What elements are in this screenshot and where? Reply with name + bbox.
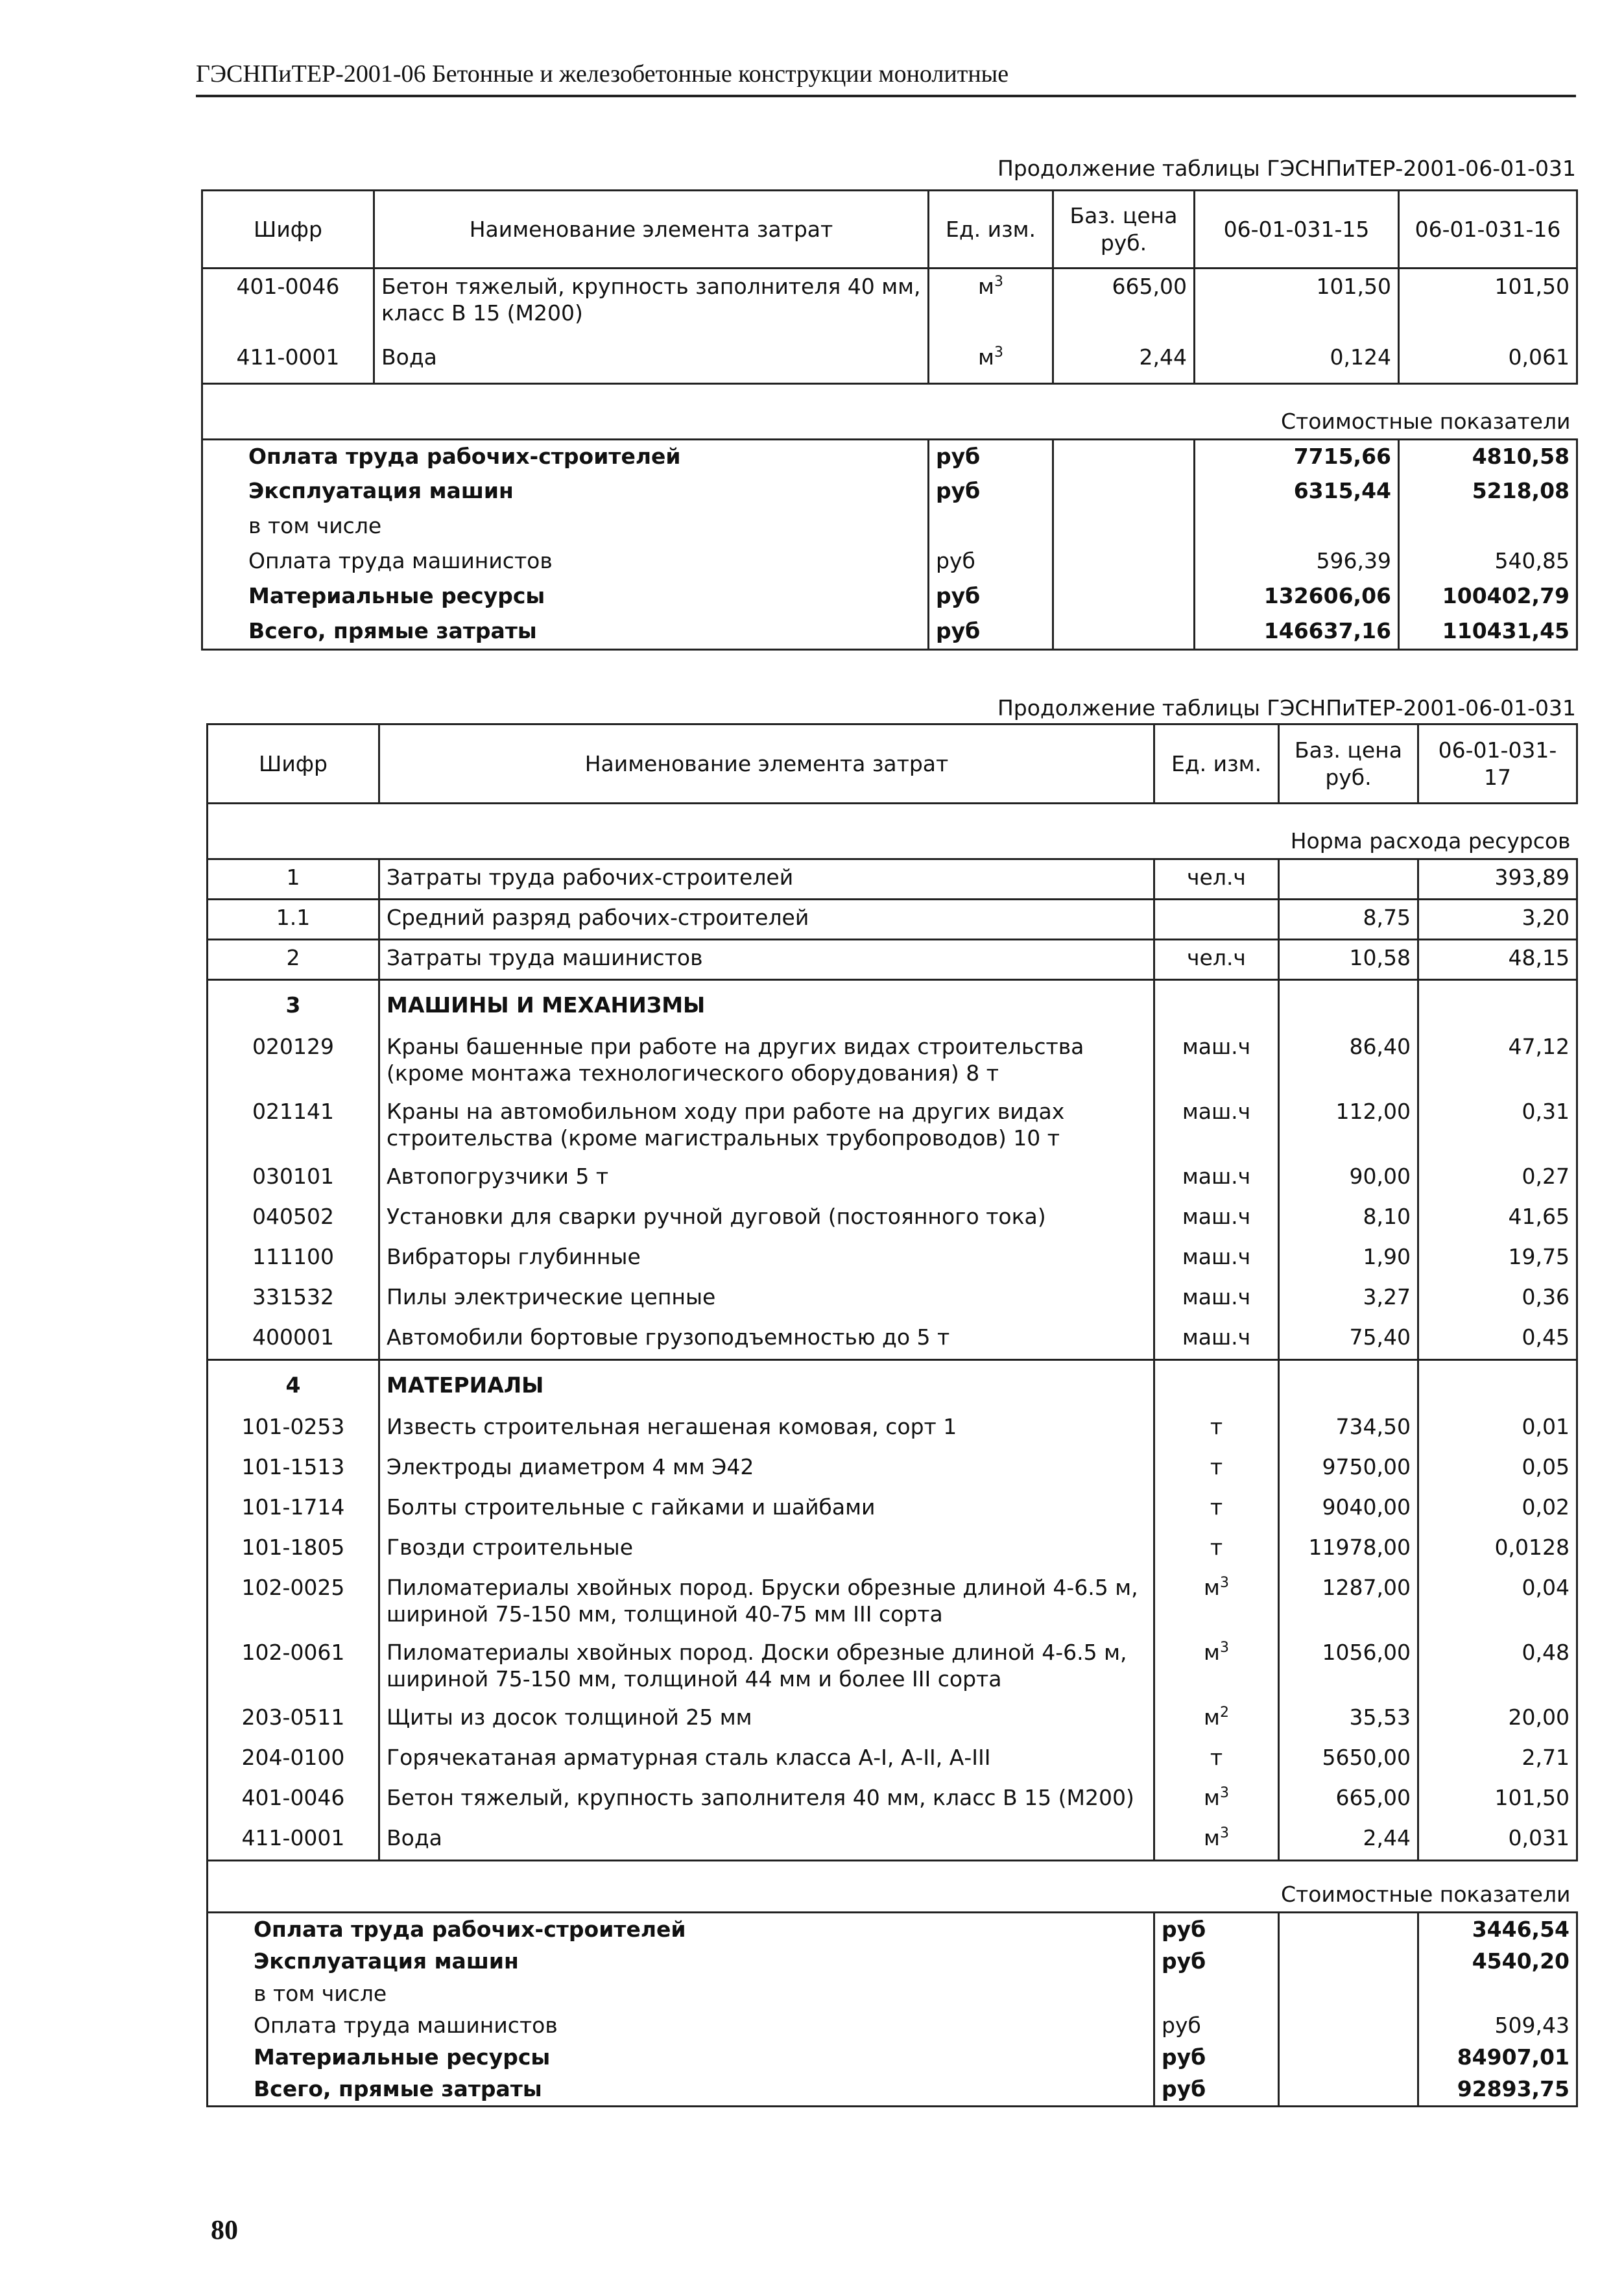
cost-unit: руб [1154,2009,1279,2041]
table1-caption: Продолжение таблицы ГЭСНПиТЕР-2001-06-01-031 [997,156,1576,181]
row-unit: маш.ч [1154,1029,1279,1094]
cost-row [208,1913,1577,1946]
row-value-16: 0,061 [1399,340,1577,384]
row-unit [1154,1780,1279,1821]
row-code: 401-0046 [202,269,374,340]
col-price: Баз. цена руб. [1279,724,1418,804]
cost-label: в том числе [208,1978,1154,2009]
cost-title-row [202,384,1577,440]
row-price: 10,58 [1279,940,1418,980]
row-unit [1154,1700,1279,1740]
row-price: 8,10 [1279,1199,1418,1239]
cost-unit: руб [929,615,1053,650]
row-price: 3,27 [1279,1280,1418,1320]
row-value-17: 0,45 [1418,1320,1577,1360]
row-unit: чел.ч [1154,859,1279,900]
row-price: 11978,00 [1279,1530,1418,1570]
cost-price-empty [1279,1913,1418,1946]
empty-cell [1154,1360,1279,1409]
cost-row [208,2009,1577,2041]
cost-price-empty [1053,545,1195,580]
row-unit: чел.ч [1154,940,1279,980]
machines-section-row [208,980,1577,1029]
row-value-17: 393,89 [1418,859,1577,900]
cost-price-empty [1279,1978,1418,2009]
row-name: Гвозди строительные [379,1530,1154,1570]
cost-row [208,2073,1577,2106]
table-row [208,1159,1577,1199]
col-name: Наименование элемента затрат [379,724,1154,804]
cost-unit: руб [1154,1945,1279,1977]
row-value-17: 0,0128 [1418,1530,1577,1570]
table-row [208,1409,1577,1450]
row-price: 75,40 [1279,1320,1418,1360]
row-price [1279,859,1418,900]
row-name: Вода [379,1821,1154,1861]
row-name: Средний разряд рабочих-строителей [379,900,1154,940]
row-code: 101-1714 [208,1490,379,1530]
row-price: 5650,00 [1279,1740,1418,1780]
cost-value-17: 84907,01 [1418,2041,1577,2073]
row-price: 90,00 [1279,1159,1418,1199]
row-code: 040502 [208,1199,379,1239]
cost-price-empty [1279,2009,1418,2041]
cost-row [208,1945,1577,1977]
cost-value-16: 540,85 [1399,545,1577,580]
row-name: Щиты из досок толщиной 25 мм [379,1700,1154,1740]
cost-price-empty [1053,475,1195,510]
row-name: Вода [374,340,929,384]
table-row [208,1280,1577,1320]
cost-row [202,615,1577,650]
cost-price-empty [1279,2073,1418,2106]
row-unit [1154,1490,1279,1530]
cost-label: Оплата труда машинистов [202,545,929,580]
cost-value-16 [1399,510,1577,545]
table-row [208,1094,1577,1159]
row-value-17: 101,50 [1418,1780,1577,1821]
row-value-17: 41,65 [1418,1199,1577,1239]
row-name: Бетон тяжелый, крупность заполнителя 40 мм, класс В 15 (М200) [374,269,929,340]
row-code: 102-0025 [208,1570,379,1635]
row-unit: маш.ч [1154,1320,1279,1360]
col-price: Баз. цена руб. [1053,191,1195,269]
row-unit: маш.ч [1154,1094,1279,1159]
row-name: Пилы электрические цепные [379,1280,1154,1320]
table-row [208,940,1577,980]
col-name: Наименование элемента затрат [374,191,929,269]
row-price: 1056,00 [1279,1635,1418,1700]
cost-label: в том числе [202,510,929,545]
col-unit: Ед. изм. [929,191,1053,269]
unit-text: т [1210,1744,1223,1770]
row-unit [929,340,1053,384]
table-row [208,859,1577,900]
row-code: 030101 [208,1159,379,1199]
cost-value-17: 509,43 [1418,2009,1577,2041]
row-code: 101-1513 [208,1450,379,1490]
row-unit [1154,1409,1279,1450]
table-row [208,1490,1577,1530]
cost-row [202,510,1577,545]
cost-row [202,580,1577,615]
cost-price-empty [1053,440,1195,475]
cost-label: Оплата труда рабочих-строителей [202,440,929,475]
row-price: 1287,00 [1279,1570,1418,1635]
cost-value-15: 7715,66 [1195,440,1399,475]
row-name: Болты строительные с гайками и шайбами [379,1490,1154,1530]
row-name: Автопогрузчики 5 т [379,1159,1154,1199]
table-row [202,340,1577,384]
row-code: 400001 [208,1320,379,1360]
row-code: 1.1 [208,900,379,940]
row-value-17: 0,04 [1418,1570,1577,1635]
norm-title: Норма расхода ресурсов [208,804,1577,859]
row-unit [929,269,1053,340]
section-code: 3 [208,980,379,1029]
cost-row [202,545,1577,580]
row-name: Краны башенные при работе на других видах строительства (кроме монтажа технологического оборудования) 8 т [379,1029,1154,1094]
row-price: 1,90 [1279,1239,1418,1280]
empty-cell [1418,980,1577,1029]
cost-value-15: 132606,06 [1195,580,1399,615]
row-name: Электроды диаметром 4 мм Э42 [379,1450,1154,1490]
page-header: ГЭСНПиТЕР-2001-06 Бетонные и железобетонные конструкции монолитные [196,60,1576,97]
cost-value-17: 4540,20 [1418,1945,1577,1977]
col-norm-17: 06-01-031-17 [1418,724,1577,804]
cost-unit: руб [929,545,1053,580]
table-row [202,269,1577,340]
table-row [208,1635,1577,1700]
cost-value-16: 4810,58 [1399,440,1577,475]
row-code: 2 [208,940,379,980]
cost-price-empty [1053,510,1195,545]
row-code: 331532 [208,1280,379,1320]
cost-row [208,2041,1577,2073]
cost-unit [929,510,1053,545]
table-row [208,1740,1577,1780]
unit-exponent: 3 [1219,1639,1229,1656]
row-name: Автомобили бортовые грузоподъемностью до 5 т [379,1320,1154,1360]
row-code: 102-0061 [208,1635,379,1700]
cost-value-15 [1195,510,1399,545]
cost-unit: руб [929,475,1053,510]
row-code: 1 [208,859,379,900]
row-unit: маш.ч [1154,1280,1279,1320]
page-number: 80 [211,2216,238,2245]
cost-value-17: 92893,75 [1418,2073,1577,2106]
materials-section-row [208,1360,1577,1409]
unit-text: т [1210,1494,1223,1520]
unit-exponent: 3 [1219,1784,1229,1801]
table2 [206,723,1578,2107]
row-price: 665,00 [1279,1780,1418,1821]
col-norm-15: 06-01-031-15 [1195,191,1399,269]
row-name: Пиломатериалы хвойных пород. Доски обрезные длиной 4-6.5 м, шириной 75-150 мм, толщиной 44 мм и более III сорта [379,1635,1154,1700]
unit-exponent: 3 [994,344,1003,361]
unit-text: м [978,274,994,299]
cost-label: Оплата труда рабочих-строителей [208,1913,1154,1946]
table-row [208,1780,1577,1821]
row-code: 111100 [208,1239,379,1280]
cost-row [202,440,1577,475]
row-price: 8,75 [1279,900,1418,940]
cost-row [202,475,1577,510]
table-row [208,1320,1577,1360]
row-price: 9040,00 [1279,1490,1418,1530]
cost-value-16: 100402,79 [1399,580,1577,615]
cost-label: Оплата труда машинистов [208,2009,1154,2041]
row-value-17: 3,20 [1418,900,1577,940]
row-name: Затраты труда рабочих-строителей [379,859,1154,900]
row-price: 9750,00 [1279,1450,1418,1490]
row-value-17: 48,15 [1418,940,1577,980]
unit-text: м [978,344,994,370]
table-row [208,1450,1577,1490]
row-name: Установки для сварки ручной дуговой (постоянного тока) [379,1199,1154,1239]
cost-label: Материальные ресурсы [208,2041,1154,2073]
row-unit [1154,1635,1279,1700]
row-name: Горячекатаная арматурная сталь класса А-I, А-II, А-III [379,1740,1154,1780]
col-unit: Ед. изм. [1154,724,1279,804]
unit-text: т [1210,1534,1223,1560]
table-row [208,1821,1577,1861]
cost-label: Всего, прямые затраты [202,615,929,650]
row-name: Бетон тяжелый, крупность заполнителя 40 мм, класс В 15 (М200) [379,1780,1154,1821]
table-row [208,1199,1577,1239]
cost-value-15: 596,39 [1195,545,1399,580]
empty-cell [1154,980,1279,1029]
cost-unit: руб [1154,2041,1279,2073]
row-code: 411-0001 [208,1821,379,1861]
cost-unit [1154,1978,1279,2009]
cost-title: Стоимостные показатели [202,384,1577,440]
cost-label: Материальные ресурсы [202,580,929,615]
row-name: Затраты труда машинистов [379,940,1154,980]
row-price: 35,53 [1279,1700,1418,1740]
unit-text: т [1210,1454,1223,1479]
row-price: 2,44 [1053,340,1195,384]
unit-text: т [1210,1413,1223,1439]
col-code: Шифр [202,191,374,269]
row-value-15: 101,50 [1195,269,1399,340]
row-value-17: 0,01 [1418,1409,1577,1450]
cost-label: Эксплуатация машин [202,475,929,510]
empty-cell [1418,1360,1577,1409]
table-row [208,1029,1577,1094]
row-unit [1154,1740,1279,1780]
row-code: 020129 [208,1029,379,1094]
row-code: 021141 [208,1094,379,1159]
row-value-17: 0,36 [1418,1280,1577,1320]
row-value-17: 19,75 [1418,1239,1577,1280]
row-unit: маш.ч [1154,1159,1279,1199]
row-unit: маш.ч [1154,1199,1279,1239]
row-unit [1154,1530,1279,1570]
row-name: Пиломатериалы хвойных пород. Бруски обрезные длиной 4-6.5 м, шириной 75-150 мм, толщиной 40-75 мм III сорта [379,1570,1154,1635]
cost-title: Стоимостные показатели [208,1861,1577,1913]
table1 [201,189,1578,651]
row-value-15: 0,124 [1195,340,1399,384]
cost-label: Эксплуатация машин [208,1945,1154,1977]
row-value-17: 0,02 [1418,1490,1577,1530]
row-code: 101-0253 [208,1409,379,1450]
cost-value-17 [1418,1978,1577,2009]
row-value-17: 47,12 [1418,1029,1577,1094]
unit-exponent: 2 [1219,1704,1229,1721]
cost-price-empty [1053,580,1195,615]
table-row [208,1700,1577,1740]
row-unit [1154,1821,1279,1861]
row-name: Краны на автомобильном ходу при работе на других видах строительства (кроме магистральных трубопроводов) 10 т [379,1094,1154,1159]
empty-cell [1279,980,1418,1029]
col-code: Шифр [208,724,379,804]
row-unit: маш.ч [1154,1239,1279,1280]
cost-value-15: 6315,44 [1195,475,1399,510]
col-norm-16: 06-01-031-16 [1399,191,1577,269]
row-price: 112,00 [1279,1094,1418,1159]
row-name: Вибраторы глубинные [379,1239,1154,1280]
row-price: 2,44 [1279,1821,1418,1861]
row-value-17: 0,05 [1418,1450,1577,1490]
unit-text: м [1204,1704,1220,1730]
empty-cell [1279,1360,1418,1409]
unit-text: м [1204,1574,1220,1600]
cost-value-17: 3446,54 [1418,1913,1577,1946]
row-code: 203-0511 [208,1700,379,1740]
row-value-17: 0,27 [1418,1159,1577,1199]
row-price: 665,00 [1053,269,1195,340]
unit-exponent: 3 [1219,1574,1229,1591]
row-value-17: 0,31 [1418,1094,1577,1159]
cost-label: Всего, прямые затраты [208,2073,1154,2106]
row-value-17: 20,00 [1418,1700,1577,1740]
table-row [208,1530,1577,1570]
row-code: 101-1805 [208,1530,379,1570]
table-row [208,900,1577,940]
cost-unit: руб [929,440,1053,475]
row-price: 734,50 [1279,1409,1418,1450]
table2-caption: Продолжение таблицы ГЭСНПиТЕР-2001-06-01-031 [997,695,1576,721]
unit-exponent: 3 [994,274,1003,290]
norm-title-row [208,804,1577,859]
unit-text: м [1204,1639,1220,1665]
row-code: 204-0100 [208,1740,379,1780]
row-name: Известь строительная негашеная комовая, сорт 1 [379,1409,1154,1450]
row-value-16: 101,50 [1399,269,1577,340]
row-price: 86,40 [1279,1029,1418,1094]
table-row [208,1239,1577,1280]
row-unit [1154,900,1279,940]
cost-price-empty [1053,615,1195,650]
cost-price-empty [1279,2041,1418,2073]
cost-price-empty [1279,1945,1418,1977]
section-name: МАШИНЫ И МЕХАНИЗМЫ [379,980,1154,1029]
cost-row [208,1978,1577,2009]
cost-value-16: 5218,08 [1399,475,1577,510]
row-value-17: 0,48 [1418,1635,1577,1700]
unit-exponent: 3 [1219,1824,1229,1841]
cost-value-15: 146637,16 [1195,615,1399,650]
row-value-17: 2,71 [1418,1740,1577,1780]
row-code: 401-0046 [208,1780,379,1821]
table-row [208,1570,1577,1635]
row-code: 411-0001 [202,340,374,384]
cost-unit: руб [929,580,1053,615]
unit-text: м [1204,1824,1220,1850]
row-unit [1154,1570,1279,1635]
cost-value-16: 110431,45 [1399,615,1577,650]
row-unit [1154,1450,1279,1490]
section-name: МАТЕРИАЛЫ [379,1360,1154,1409]
unit-text: м [1204,1784,1220,1810]
cost-unit: руб [1154,1913,1279,1946]
row-value-17: 0,031 [1418,1821,1577,1861]
cost-title-row [208,1861,1577,1913]
section-code: 4 [208,1360,379,1409]
cost-unit: руб [1154,2073,1279,2106]
